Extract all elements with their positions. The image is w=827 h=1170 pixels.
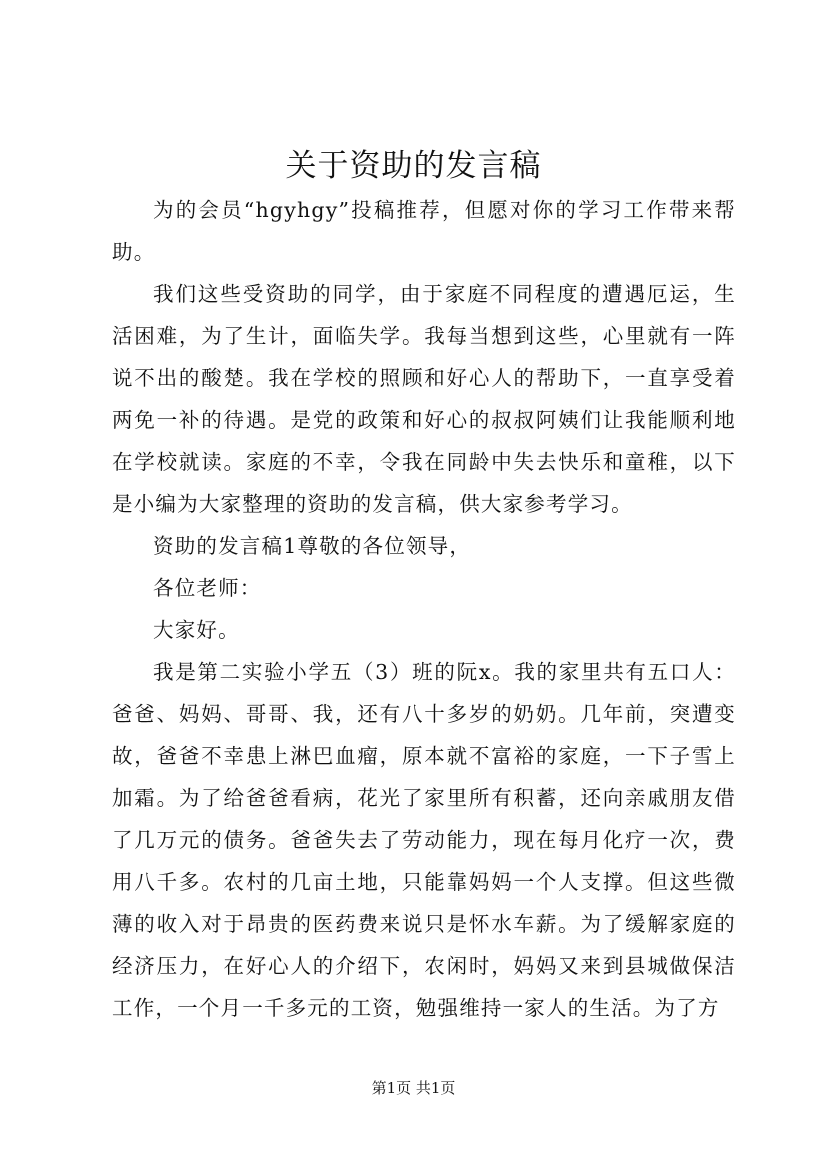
paragraph-greeting: 大家好。 xyxy=(153,618,240,642)
page-footer: 第1页 共1页 xyxy=(371,1079,456,1097)
paragraph-intro: 为的会员“hgyhgy”投稿推荐，但愿对你的学习工作带来帮助。 xyxy=(112,198,736,264)
paragraph-salutation: 资助的发言稿1尊敬的各位领导， xyxy=(153,534,472,558)
paragraph-background: 我们这些受资助的同学，由于家庭不同程度的遭遇厄运，生活困难，为了生计，面临失学。我每当想到这些，心里就有一阵说不出的酸楚。我在学校的照顾和好心人的帮助下，一直享受着两免一补的待遇。是党的政策和好心的叔叔阿姨们让我能顺利地在学校就读。家庭的不幸，令我在同龄中失去快乐和童稚，以下是小编为大家整理的资助的发言稿，供大家参考学习。 xyxy=(112,282,736,516)
document-body xyxy=(112,189,736,1029)
paragraph-story: 我是第二实验小学五（3）班的阮x。我的家里共有五口人：爸爸、妈妈、哥哥、我，还有八十多岁的奶奶。几年前，突遭变故，爸爸不幸患上淋巴血瘤，原本就不富裕的家庭，一下子雪上加霜。为了给爸爸看病，花光了家里所有积蓄，还向亲戚朋友借了几万元的债务。爸爸失去了劳动能力，现在每月化疗一次，费用八千多。农村的几亩土地，只能靠妈妈一个人支撑。但这些微薄的收入对于昂贵的医药费来说只是怀水车薪。为了缓解家庭的经济压力，在好心人的介绍下，农闲时，妈妈又来到县城做保洁工作，一个月一千多元的工资，勉强维持一家人的生活。为了方 xyxy=(112,660,736,1020)
paragraph-teachers: 各位老师： xyxy=(153,576,262,600)
document-title: 关于资助的发言稿 xyxy=(285,148,542,184)
